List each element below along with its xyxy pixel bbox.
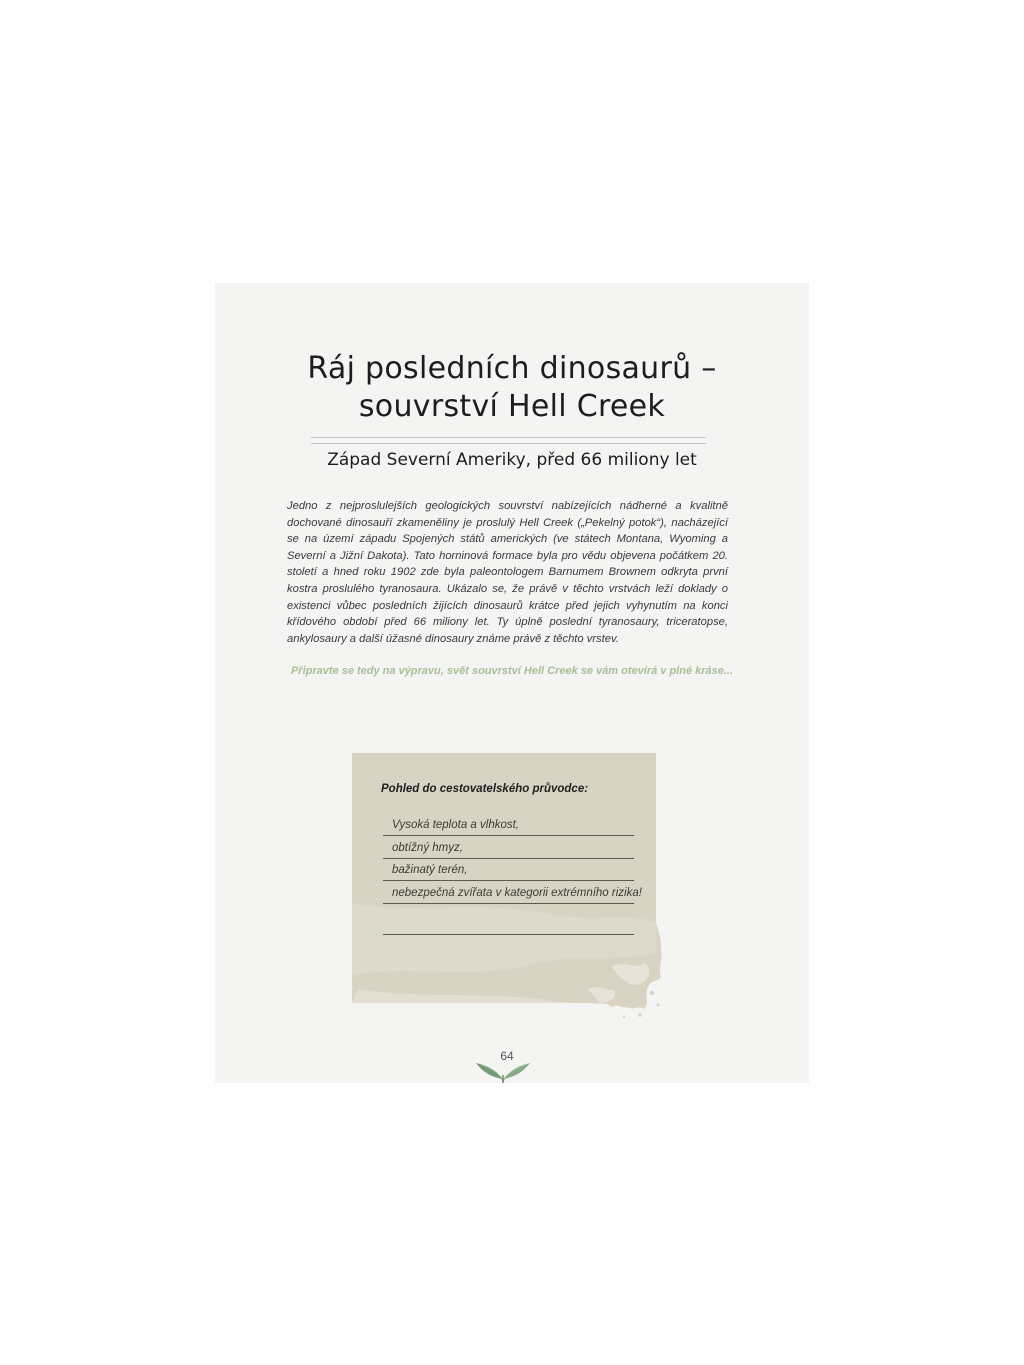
note-heading: Pohled do cestovatelského průvodce: xyxy=(381,783,589,795)
page-number: 64 xyxy=(500,1049,514,1063)
book-page xyxy=(215,283,809,1083)
title-divider xyxy=(311,437,706,444)
travel-guide-note xyxy=(352,753,664,1023)
note-line-4: nebezpečná zvířata v kategorii extrémního rizika! xyxy=(383,884,634,904)
note-line-1: Vysoká teplota a vlhkost, xyxy=(383,816,634,836)
leaf-sprout-icon xyxy=(472,1055,534,1083)
note-line-2: obtížný hmyz, xyxy=(383,839,634,859)
chapter-subtitle: Západ Severní Ameriky, před 66 miliony let xyxy=(327,450,697,470)
note-line-5 xyxy=(383,915,634,935)
chapter-title xyxy=(215,350,809,426)
chapter-title-line-1: Ráj posledních dinosaurů – xyxy=(307,351,717,386)
chapter-title-line-2: souvrství Hell Creek xyxy=(358,389,666,424)
note-line-3: bažinatý terén, xyxy=(383,861,634,881)
intro-paragraph: Jedno z nejproslulejších geologických souvrství nabízejících nádherné a kvalitně dochované dinosauří zkameněliny je proslulý Hell Creek („Pekelný potok“), nacházející se na území západu Spojených států amerických (ve státech Montana, Wyoming a Severní a Jižní Dakota). Tato horninová formace byla pro vědu objevena počátkem 20. století a hned roku 1902 zde byla paleontologem Barnumem Brownem odkryta první kostra proslulého tyranosaura. Ukázalo se, že právě v těchto vrstvách leží doklady o existenci vůbec posledních žijících dinosaurů krátce před jejich vyhynutím na konci křídového období před 66 miliony let. Ty úplně poslední tyranosaury, triceratopse, ankylosaury a další úžasné dinosaury známe právě z těchto vrstev. xyxy=(287,500,728,645)
invitation-text: Připravte se tedy na výpravu, svět souvrství Hell Creek se vám otevírá v plné kráse... xyxy=(290,665,734,677)
